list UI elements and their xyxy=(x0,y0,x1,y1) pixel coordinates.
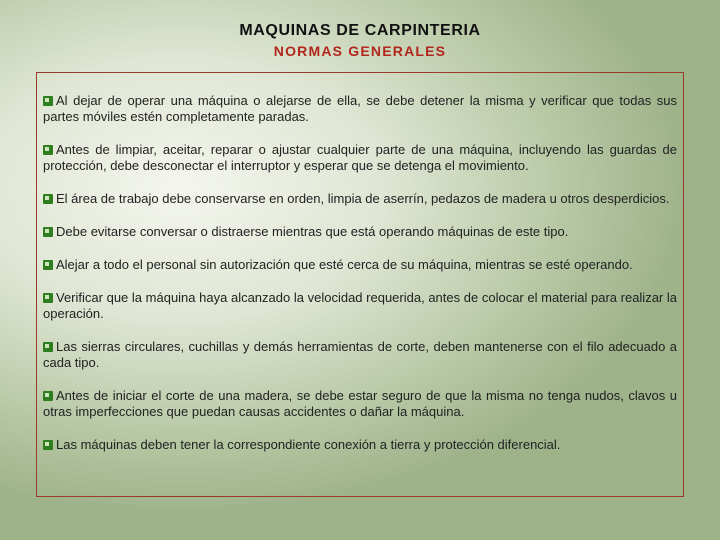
rule-item xyxy=(43,191,677,207)
square-bullet-icon xyxy=(43,145,53,155)
rule-item xyxy=(43,437,677,453)
rule-item xyxy=(43,388,677,420)
rule-text: Antes de limpiar, aceitar, reparar o ajustar cualquier parte de una máquina, incluyendo las guardas de protección, debe desconectar el interruptor y esperar que se detenga el movimiento. xyxy=(43,142,677,173)
square-bullet-icon xyxy=(43,342,53,352)
rule-item xyxy=(43,257,677,273)
rule-text: Las sierras circulares, cuchillas y demás herramientas de corte, deben mantenerse con el filo adecuado a cada tipo. xyxy=(43,339,677,370)
rule-text: Verificar que la máquina haya alcanzado la velocidad requerida, antes de colocar el material para realizar la operación. xyxy=(43,290,677,321)
square-bullet-icon xyxy=(43,194,53,204)
rule-text: Alejar a todo el personal sin autorización que esté cerca de su máquina, mientras se esté operando. xyxy=(56,257,633,272)
square-bullet-icon xyxy=(43,227,53,237)
rule-item xyxy=(43,142,677,174)
rule-item xyxy=(43,224,677,240)
rule-text: El área de trabajo debe conservarse en orden, limpia de aserrín, pedazos de madera u otros desperdicios. xyxy=(56,191,670,206)
square-bullet-icon xyxy=(43,260,53,270)
square-bullet-icon xyxy=(43,293,53,303)
slide-title: MAQUINAS DE CARPINTERIA xyxy=(239,22,481,39)
rule-item xyxy=(43,290,677,322)
rule-text: Antes de iniciar el corte de una madera, se debe estar seguro de que la misma no tenga nudos, clavos u otras imperfecciones que puedan causas accidentes o dañar la máquina. xyxy=(43,388,677,419)
square-bullet-icon xyxy=(43,391,53,401)
rule-item xyxy=(43,339,677,371)
slide-subtitle: NORMAS GENERALES xyxy=(273,43,447,59)
rule-text: Las máquinas deben tener la correspondiente conexión a tierra y protección diferencial. xyxy=(56,437,561,452)
rule-text: Debe evitarse conversar o distraerse mientras que está operando máquinas de este tipo. xyxy=(56,224,569,239)
rules-list xyxy=(43,93,677,470)
square-bullet-icon xyxy=(43,96,53,106)
square-bullet-icon xyxy=(43,440,53,450)
rule-item xyxy=(43,93,677,125)
rule-text: Al dejar de operar una máquina o alejarse de ella, se debe detener la misma y verificar que todas sus partes móviles estén completamente paradas. xyxy=(43,93,677,124)
